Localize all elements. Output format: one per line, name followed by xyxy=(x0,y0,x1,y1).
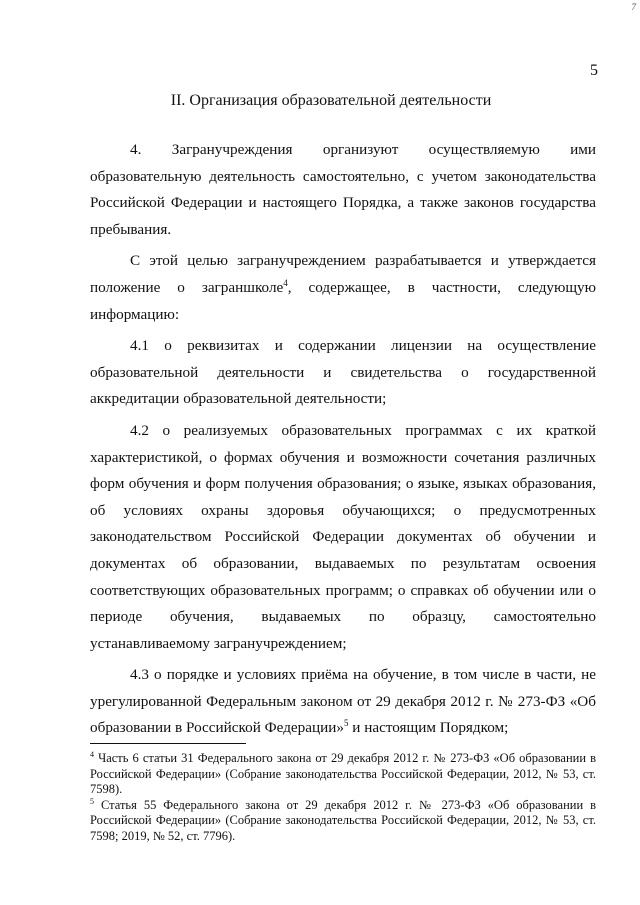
paragraph-4-1: 4.1 о реквизитах и содержании лицензии на осуществление образовательной деятельности и свидетельства о государственной аккредитации образовательной деятельности; xyxy=(90,337,596,408)
footnotes xyxy=(90,751,596,845)
paragraph-4: 4. Загранучреждения организуют осуществляемую ими образовательную деятельность самостоятельно, с учетом законодательства Российской Федерации и настоящего Порядка, а также законов государства пребывания. xyxy=(90,141,596,238)
footnote-4 xyxy=(90,751,596,798)
footnote-text: Часть 6 статьи 31 Федерального закона от 29 декабря 2012 г. № 273-ФЗ «Об образовании в Российской Федерации» (Собрание законодательства Российской Федерации, 2012, № 53, ст. 7598). xyxy=(90,751,596,797)
paragraph-text: и настоящим Порядком; xyxy=(348,719,509,737)
footnote-ref-4: 4 xyxy=(283,277,288,288)
footnote-divider xyxy=(90,743,246,744)
section-title: II. Организация образовательной деятельности xyxy=(170,92,492,109)
corner-mark: 7 xyxy=(631,2,636,12)
footnote-5 xyxy=(90,798,596,845)
page-number: 5 xyxy=(590,62,598,79)
main-body xyxy=(90,137,596,747)
paragraph-text: 4.3 о порядке и условиях приёма на обучение, в том числе в части, не урегулированной Федеральным законом от 29 декабря 2012 г. № 273-ФЗ «Об образовании в Российской Федерации» xyxy=(90,666,596,737)
paragraph-text: С этой целью загранучреждением разрабатывается и утверждается положение о заграншколе xyxy=(90,252,596,296)
footnote-ref-5: 5 xyxy=(343,718,349,729)
footnote-marker: 5 xyxy=(90,796,94,806)
paragraph-text: , содержащее, в частности, следующую информацию: xyxy=(90,278,596,323)
paragraph-4-3 xyxy=(90,662,596,742)
footnote-marker: 4 xyxy=(90,749,94,759)
paragraph-4-2: 4.2 о реализуемых образовательных программах с их краткой характеристикой, о формах обучения и возможности сочетания различных форм обучения и форм получения образования; о языке, языках образования, об условиях охраны здоровья обучающихся; о предусмотренных законодательством Российской Федерации документах об обучении и документах об образовании, выдаваемых по результатам освоения соответствующих образовательных программ; о справках об обучении или о периоде обучения, выдаваемых по образцу, самостоятельно устанавливаемому загранучреждением; xyxy=(90,421,596,652)
footnote-text: Статья 55 Федерального закона от 29 декабря 2012 г. № 273-ФЗ «Об образовании в Российской Федерации» (Собрание законодательства Российской Федерации, 2012, № 53, ст. 7598; 2019, № 52, ст. 7796). xyxy=(90,797,596,843)
paragraph-purpose xyxy=(90,248,596,328)
